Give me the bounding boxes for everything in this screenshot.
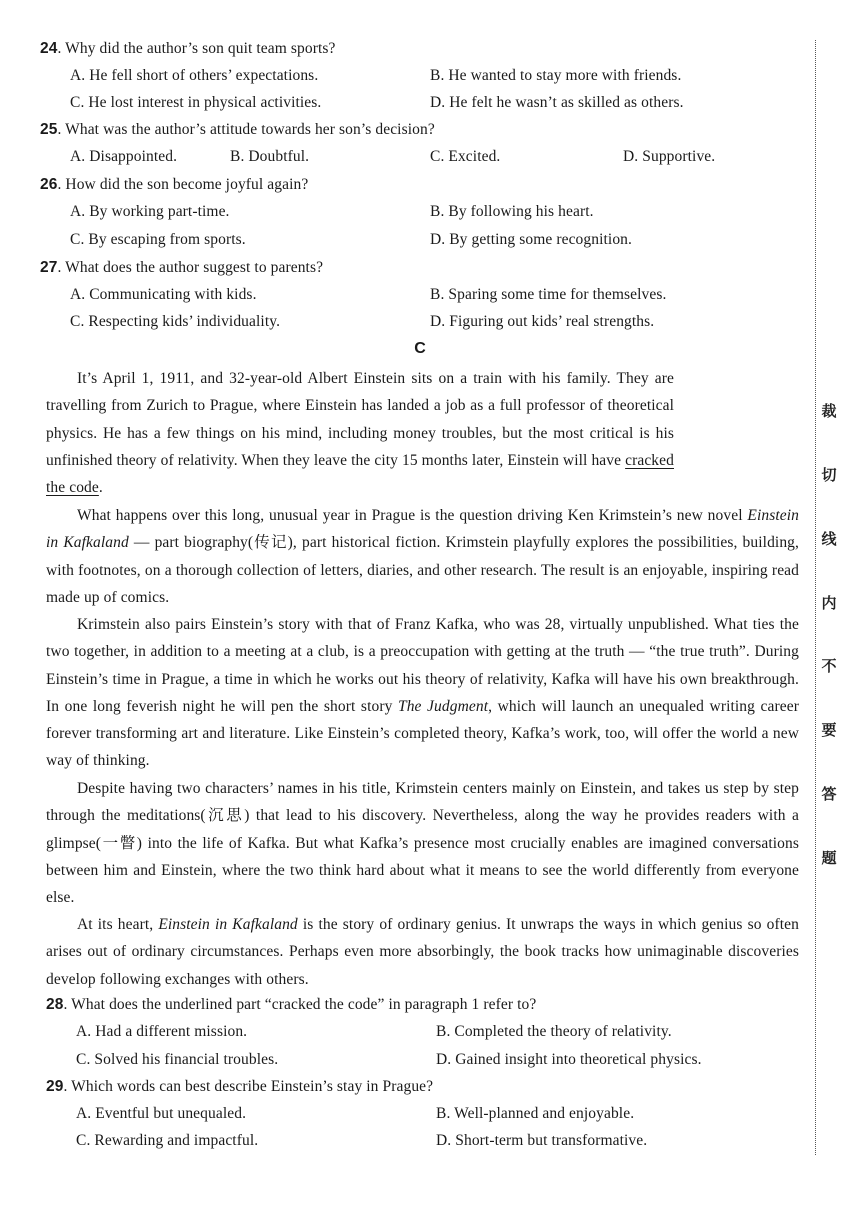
- question-24: [40, 40, 336, 58]
- passage-paragraph-2: What happens over this long, unusual year in Prague is the question driving Ken Krimstein’s new novel Einstein in Kafkaland — part biography(传记), part historical fiction. Krimstein playfully explores the possibilities, building, with footnotes, on a thorough collection of letters, diaries, and other research. The result is an enjoyable, inspiring read made up of comics.: [46, 507, 800, 606]
- cut-label-char: 内: [821, 592, 836, 615]
- option-25-d: D. Supportive.: [623, 148, 716, 165]
- option-28-c: C. Solved his financial troubles.: [76, 1051, 279, 1068]
- option-27-d: D. Figuring out kids’ real strengths.: [430, 313, 655, 330]
- question-27: [40, 259, 323, 277]
- question-text: . Which words can best describe Einstein’s stay in Prague?: [63, 1078, 434, 1095]
- passage-paragraph-1: It’s April 1, 1911, and 32-year-old Albert Einstein sits on a train with his family. They are travelling from Zurich to Prague, where Einstein has landed a job as a full professor of theoretical physics. He has a few things on his mind, including money troubles, but the most critical is his unfinished theory of relativity. When they leave the city 15 months later, Einstein will have cracked the code.: [46, 370, 674, 497]
- underlined-phrase: cracked the code: [46, 451, 674, 497]
- question-number: 25: [40, 121, 58, 138]
- option-25-a: A. Disappointed.: [70, 148, 178, 165]
- option-24-d: D. He felt he wasn’t as skilled as others.: [430, 94, 684, 111]
- option-25-b: B. Doubtful.: [230, 148, 310, 165]
- question-25: [40, 121, 435, 139]
- option-29-b: B. Well-planned and enjoyable.: [436, 1105, 635, 1122]
- option-26-d: D. By getting some recognition.: [430, 231, 632, 248]
- cut-line-divider: [815, 40, 816, 1155]
- option-28-a: A. Had a different mission.: [76, 1023, 248, 1040]
- option-27-b: B. Sparing some time for themselves.: [430, 286, 667, 303]
- question-number: 27: [40, 259, 58, 276]
- option-28-d: D. Gained insight into theoretical physics.: [436, 1051, 702, 1068]
- question-text: . Why did the author’s son quit team sports?: [57, 40, 336, 57]
- cut-label-char: 线: [821, 528, 836, 551]
- question-text: . What does the author suggest to parents?: [57, 259, 324, 276]
- option-27-c: C. Respecting kids’ individuality.: [70, 313, 281, 330]
- book-title: Einstein in Kafkaland: [46, 507, 799, 552]
- question-29: [46, 1078, 433, 1096]
- option-26-b: B. By following his heart.: [430, 203, 594, 220]
- story-title: The Judgment: [397, 697, 489, 715]
- passage-paragraph-3: Krimstein also pairs Einstein’s story with that of Franz Kafka, who was 28, virtually unpublished. What ties the two together, in addition to a meeting at a club, is a preoccupation with getting at the truth — “the true truth”. During Einstein’s time in Prague, a time in which he works out his theory of relativity, Kafka will have his own breakthrough. In one long feverish night he will pen the short story The Judgment, which will launch an unequaled writing career forever transforming art and literature. Like Einstein’s completed theory, Kafka’s work, too, will offer the world a new way of thinking.: [46, 616, 799, 770]
- option-25-c: C. Excited.: [430, 148, 501, 165]
- cut-label-char: 裁: [821, 400, 836, 423]
- option-29-a: A. Eventful but unequaled.: [76, 1105, 247, 1122]
- cut-label-char: 要: [821, 719, 836, 742]
- option-26-c: C. By escaping from sports.: [70, 231, 246, 248]
- section-heading: C: [414, 340, 426, 357]
- option-29-d: D. Short-term but transformative.: [436, 1132, 648, 1149]
- option-26-a: A. By working part-time.: [70, 203, 230, 220]
- cut-label-char: 答: [821, 783, 836, 806]
- question-28: [46, 996, 536, 1014]
- option-24-a: A. He fell short of others’ expectations.: [70, 67, 319, 84]
- cut-label-char: 切: [821, 464, 836, 487]
- passage-paragraph-5: At its heart, Einstein in Kafkaland is the story of ordinary genius. It unwraps the ways in which genius so often arises out of ordinary circumstances. Perhaps even more absorbingly, the book tracks how unimaginable discoveries develop following exchanges with others.: [46, 916, 799, 988]
- question-text: . How did the son become joyful again?: [57, 176, 309, 193]
- passage-paragraph-4: Despite having two characters’ names in his title, Krimstein centers mainly on Einstein, and takes us step by step through the meditations(沉思) that lead to his discovery. Nevertheless, along the way he provides readers with a glimpse(一瞥) into the life of Kafka. But what Kafka’s presence most crucially enables are imagined conversations between him and Einstein, where the two think hard about what it means to see the world differently from everyone else.: [46, 780, 799, 907]
- option-29-c: C. Rewarding and impactful.: [76, 1132, 259, 1149]
- option-28-b: B. Completed the theory of relativity.: [436, 1023, 672, 1040]
- option-24-c: C. He lost interest in physical activities.: [70, 94, 322, 111]
- question-number: 24: [40, 40, 58, 57]
- question-number: 28: [46, 996, 64, 1013]
- option-27-a: A. Communicating with kids.: [70, 286, 257, 303]
- cut-label-char: 不: [821, 655, 836, 678]
- book-title: Einstein in Kafkaland: [158, 916, 298, 933]
- cut-label-char: 题: [821, 847, 836, 870]
- question-text: . What does the underlined part “cracked the code” in paragraph 1 refer to?: [63, 996, 537, 1013]
- option-24-b: B. He wanted to stay more with friends.: [430, 67, 682, 84]
- cut-line-label: [818, 400, 840, 870]
- question-26: [40, 176, 308, 194]
- question-number: 29: [46, 1078, 64, 1095]
- question-text: . What was the author’s attitude towards her son’s decision?: [57, 121, 435, 138]
- question-number: 26: [40, 176, 58, 193]
